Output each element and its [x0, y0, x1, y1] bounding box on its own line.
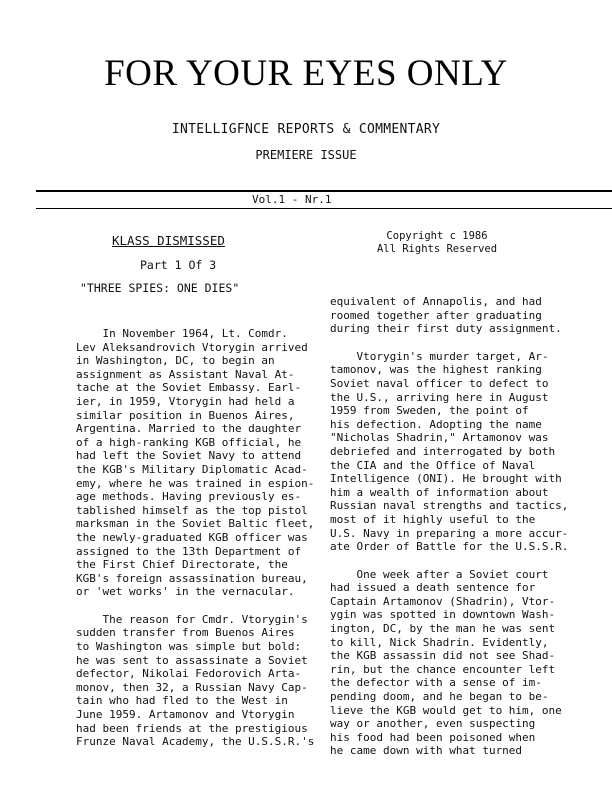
- rights-line: All Rights Reserved: [376, 243, 498, 255]
- text-line: Russian naval strengths and tactics,: [330, 499, 569, 513]
- text-line: assigned to the 13th Department of: [76, 544, 302, 558]
- text-line: the U.S., arriving here in August: [330, 390, 549, 404]
- article-headline: KLASS DISMISSED: [112, 233, 225, 248]
- subtitle: INTELLIGFNCE REPORTS & COMMENTARY: [171, 122, 441, 137]
- text-line: "Nicholas Shadrin," Artamonov was: [330, 431, 549, 445]
- divider-bottom: [36, 208, 612, 209]
- text-line: him a wealth of information about: [330, 485, 549, 499]
- text-line: to Washington was simple but bold:: [76, 640, 302, 654]
- text-line: Vtorygin's murder target, Ar-: [330, 349, 549, 363]
- text-line: debriefed and interrogated by both: [330, 444, 556, 458]
- text-line: June 1959. Artamonov and Vtorygin: [76, 708, 295, 722]
- copyright-line: Copyright c 1986: [386, 230, 488, 242]
- text-line: assignment as Assistant Naval At-: [76, 367, 295, 381]
- text-line: 1959 from Sweden, the point of: [330, 404, 529, 418]
- issue-label: PREMIERE ISSUE: [255, 148, 357, 162]
- text-line: rin, but the chance encounter left: [330, 662, 556, 676]
- text-line: pending doom, and he began to be-: [330, 690, 549, 704]
- paragraph: [76, 613, 314, 749]
- text-line: or 'wet works' in the vernacular.: [76, 585, 295, 599]
- text-line: during their first duty assignment.: [330, 322, 562, 336]
- paragraph: [76, 327, 314, 599]
- text-line: Lev Aleksandrovich Vtorygin arrived: [76, 340, 308, 354]
- text-line: the newly-graduated KGB officer was: [76, 530, 308, 544]
- paragraph: [330, 350, 568, 554]
- text-line: tablished himself as the top pistol: [76, 503, 308, 517]
- text-line: the First Chief Directorate, the: [76, 558, 288, 572]
- text-line: equivalent of Annapolis, and had: [330, 295, 542, 308]
- paragraph-gap: [330, 336, 568, 350]
- text-line: U.S. Navy in preparing a more accur-: [330, 526, 569, 540]
- text-line: of a high-ranking KGB official, he: [76, 435, 302, 449]
- left-column: [76, 327, 314, 749]
- text-line: ate Order of Battle for the U.S.S.R.: [330, 540, 569, 554]
- text-line: ington, DC, by the man he was sent: [330, 622, 556, 636]
- text-line: the KGB's Military Diplomatic Acad-: [76, 462, 308, 476]
- volume-label: Vol.1 - Nr.1: [252, 193, 332, 206]
- text-line: Argentina. Married to the daughter: [76, 422, 302, 436]
- paragraph: [330, 568, 568, 758]
- text-line: his food had been poisoned when: [330, 730, 536, 744]
- text-line: way or another, even suspecting: [330, 717, 536, 731]
- paragraph-gap: [330, 554, 568, 568]
- article-part: Part 1 Of 3: [140, 258, 217, 272]
- text-line: lieve the KGB would get to him, one: [330, 703, 562, 717]
- text-line: his defection. Adopting the name: [330, 417, 542, 431]
- right-column: [330, 295, 568, 758]
- text-line: tamonov, was the highest ranking: [330, 363, 542, 377]
- text-line: tain who had fled to the West in: [76, 694, 288, 708]
- text-line: ier, in 1959, Vtorygin had held a: [76, 394, 295, 408]
- text-line: had left the Soviet Navy to attend: [76, 449, 302, 463]
- masthead-title: FOR YOUR EYES ONLY: [104, 53, 508, 94]
- text-line: Frunze Naval Academy, the U.S.S.R.'s: [76, 735, 315, 749]
- text-line: he came down with what turned: [330, 744, 523, 758]
- text-line: Intelligence (ONI). He brought with: [330, 472, 562, 486]
- text-line: the KGB assassin did not see Shad-: [330, 649, 556, 663]
- text-line: roomed together after graduating: [330, 308, 542, 322]
- text-line: had issued a death sentence for: [330, 581, 536, 595]
- text-line: defector, Nikolai Fedorovich Arta-: [76, 667, 302, 681]
- text-line: sudden transfer from Buenos Aires: [76, 626, 295, 640]
- copyright-notice: [362, 230, 512, 256]
- text-line: the defector with a sense of im-: [330, 676, 542, 690]
- text-line: the CIA and the Office of Naval: [330, 458, 536, 472]
- text-line: most of it highly useful to the: [330, 512, 536, 526]
- text-line: age methods. Having previously es-: [76, 490, 302, 504]
- divider-top: [36, 190, 612, 192]
- text-line: One week after a Soviet court: [330, 567, 549, 581]
- text-line: ygin was spotted in downtown Wash-: [330, 608, 556, 622]
- text-line: to kill, Nick Shadrin. Evidently,: [330, 635, 549, 649]
- text-line: In November 1964, Lt. Comdr.: [76, 327, 288, 340]
- text-line: Captain Artamonov (Shadrin), Vtor-: [330, 594, 556, 608]
- text-line: tache at the Soviet Embassy. Earl-: [76, 381, 302, 395]
- text-line: monov, then 32, a Russian Navy Cap-: [76, 680, 308, 694]
- article-kicker: "THREE SPIES: ONE DIES": [80, 281, 240, 295]
- paragraph-gap: [76, 599, 314, 613]
- paragraph: [330, 295, 568, 336]
- text-line: The reason for Cmdr. Vtorygin's: [76, 612, 308, 626]
- text-line: similar position in Buenos Aires,: [76, 408, 295, 422]
- text-line: in Washington, DC, to begin an: [76, 354, 275, 368]
- text-line: had been friends at the prestigious: [76, 721, 308, 735]
- text-line: emy, where he was trained in espion-: [76, 476, 315, 490]
- text-line: Soviet naval officer to defect to: [330, 376, 549, 390]
- text-line: KGB's foreign assassination bureau,: [76, 571, 308, 585]
- text-line: marksman in the Soviet Baltic fleet,: [76, 517, 315, 531]
- text-line: he was sent to assassinate a Soviet: [76, 653, 308, 667]
